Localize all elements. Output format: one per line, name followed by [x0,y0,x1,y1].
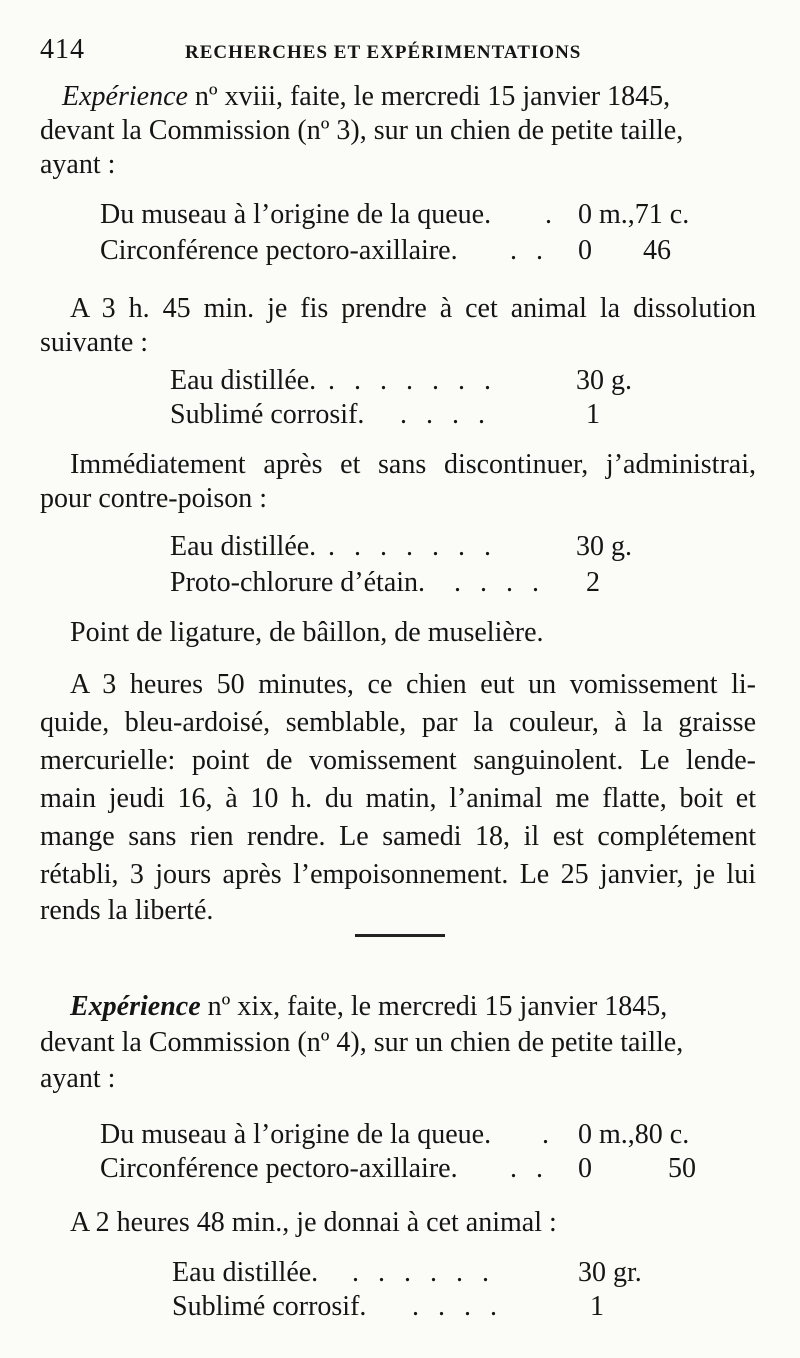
exp18-result-line: rétabli, 3 jours après l’empoisonnement. Le 25 janvier, je lui [40,859,756,890]
exp19-measure-length-label: Du museau à l’origine de la queue. [100,1119,492,1150]
exp19-heading-line [70,990,667,1024]
exp18-result-line: mange sans rien rendre. Le samedi 18, il est complétement [40,821,756,852]
exp18-line3: ayant : [40,149,116,180]
exp18-result-line: main jeudi 16, à 10 h. du matin, l’animal me flatte, boit et [40,783,756,814]
exp18-solution-water-value: 30 g. [576,365,632,396]
exp19-solution-sublimate-value: 1 [590,1291,604,1322]
exp19-measure-length-dots: . [542,1119,555,1150]
exp19-solution-sublimate-label: Sublimé corrosif. [172,1291,367,1322]
exp19-measure-girth-label: Circonférence pectoro-axillaire. [100,1153,458,1184]
exp18-antidote-line1: Immédiatement après et sans discontinuer, j’administrai, [70,449,756,480]
exp18-solution-sublimate [170,398,670,432]
exp19-solution-sublimate-dots: . . . . [412,1291,503,1322]
exp19-measure-length-value: 0 m.,80 c. [578,1119,690,1150]
exp18-line2: devant la Commission (nº 3), sur un chien de petite taille, [40,115,684,146]
exp18-antidote-tin-label: Proto-chlorure d’étain. [170,567,426,598]
exp18-antidote-tin-dots: . . . . [454,567,545,598]
exp19-dose-line: A 2 heures 48 min., je donnai à cet animal : [70,1207,557,1238]
exp18-result-line: A 3 heures 50 minutes, ce chien eut un vomissement li- [70,669,756,700]
exp18-measure-girth [100,234,740,268]
exp18-measure-length-label: Du museau à l’origine de la queue. [100,199,492,230]
exp19-line3: ayant : [40,1063,116,1094]
running-title: RECHERCHES ET EXPÉRIMENTATIONS [185,42,582,63]
exp19-solution-water [172,1256,672,1290]
exp18-heading-rest: nº xviii, faite, le mercredi 15 janvier 1845, [187,81,671,112]
exp18-heading-line [62,80,670,114]
exp18-antidote-water [170,530,670,564]
exp19-solution-water-value: 30 gr. [578,1257,642,1288]
exp19-measure-girth [100,1152,740,1186]
exp18-measure-girth-label: Circonférence pectoro-axillaire. [100,235,458,266]
exp18-dose-line2: suivante : [40,327,149,358]
exp18-measure-girth-value-m: 0 [578,235,592,266]
exp18-restraint-note: Point de ligature, de bâillon, de muselière. [70,617,544,648]
exp18-solution-sublimate-label: Sublimé corrosif. [170,399,365,430]
exp19-solution-sublimate [172,1290,672,1324]
exp18-measure-length-value: 0 m.,71 c. [578,199,690,230]
exp18-antidote-tin-value: 2 [586,567,600,598]
exp18-result-line: rends la liberté. [40,895,214,926]
exp18-dose-line1: A 3 h. 45 min. je fis prendre à cet animal la dissolution [70,293,756,324]
exp18-measure-girth-value-c: 46 [643,235,671,266]
exp18-measure-length-dots: . [545,199,558,230]
page-number: 414 [40,34,85,65]
exp18-antidote-water-value: 30 g. [576,531,632,562]
exp18-result-line: mercurielle: point de vomissement sanguinolent. Le lende- [40,745,756,776]
exp18-antidote-water-label: Eau distillée. [170,531,317,562]
exp18-result-line: quide, bleu-ardoisé, semblable, par la couleur, à la graisse [40,707,756,738]
exp19-solution-water-label: Eau distillée. [172,1257,319,1288]
exp18-solution-water [170,364,670,398]
exp18-antidote-tin [170,566,670,600]
exp18-title: Expérience [62,81,188,112]
exp18-solution-sublimate-dots: . . . . [400,399,491,430]
exp18-solution-water-dots: . . . . . . . [328,365,497,396]
exp19-measure-girth-dots: . . [510,1153,549,1184]
page-header [40,34,760,68]
section-divider [355,934,445,937]
exp18-antidote-water-dots: . . . . . . . [328,531,497,562]
exp19-measure-girth-value-m: 0 [578,1153,592,1184]
exp18-measure-length [100,198,740,232]
exp19-solution-water-dots: . . . . . . [352,1257,495,1288]
exp19-line2: devant la Commission (nº 4), sur un chien de petite taille, [40,1027,684,1058]
exp19-measure-girth-value-c: 50 [668,1153,696,1184]
exp18-antidote-line2: pour contre-poison : [40,483,268,514]
exp19-title: Expérience [70,991,201,1022]
exp19-heading-rest: nº xix, faite, le mercredi 15 janvier 1845, [200,991,668,1022]
exp18-solution-sublimate-value: 1 [586,399,600,430]
exp18-measure-girth-dots: . . [510,235,549,266]
exp19-measure-length [100,1118,740,1152]
exp18-solution-water-label: Eau distillée. [170,365,317,396]
